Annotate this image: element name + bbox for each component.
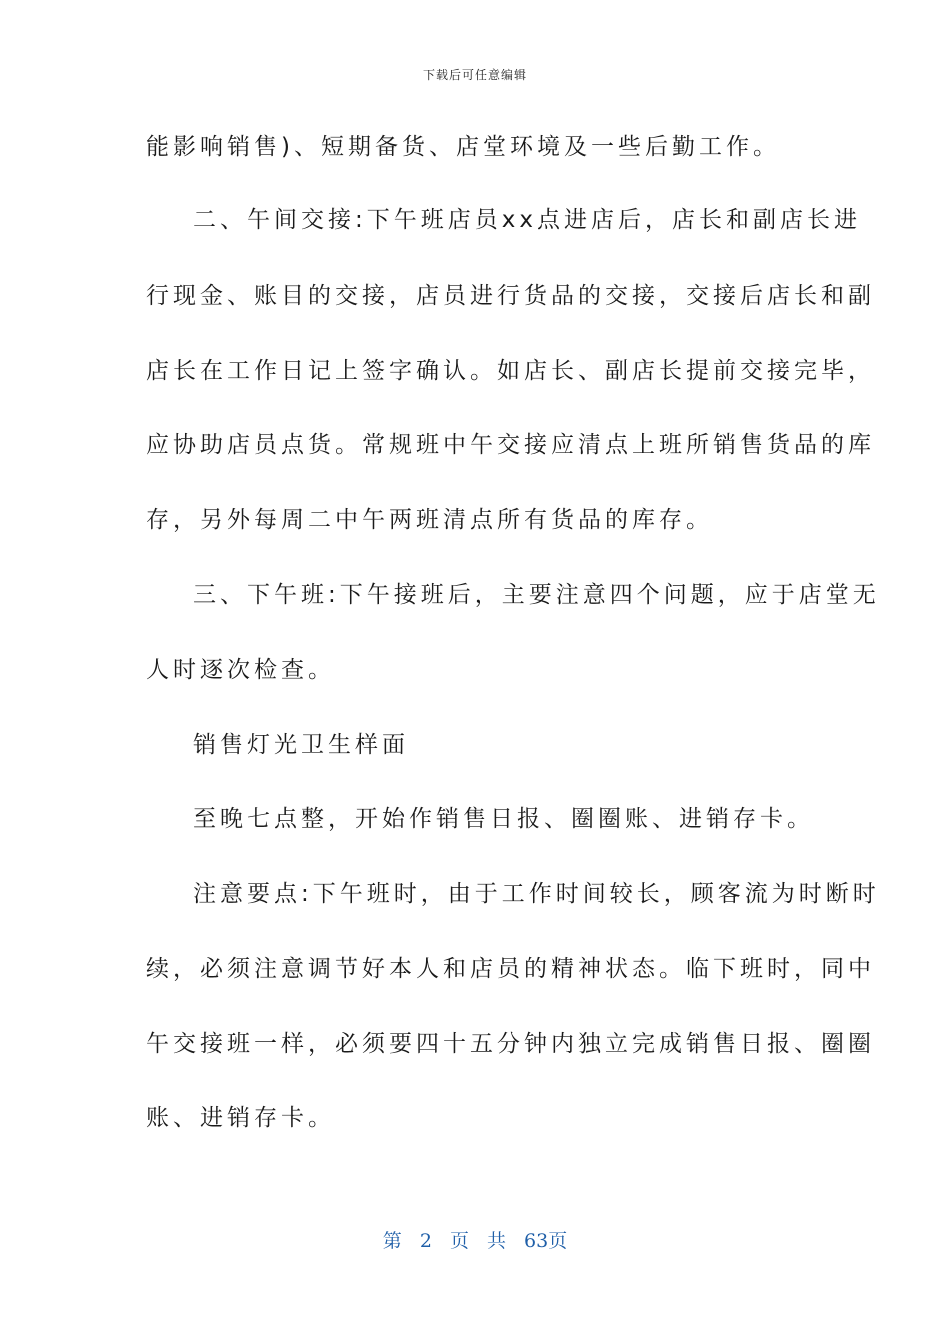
text-line-9: 销售灯光卫生样面	[193, 732, 409, 758]
text-line-5: 应协助店员点货。常规班中午交接应清点上班所销售货品的库	[146, 432, 875, 458]
text-line-14: 账、进销存卡。	[146, 1105, 335, 1131]
text-line-3: 行现金、账目的交接，店员进行货品的交接，交接后店长和副	[146, 283, 875, 309]
text-line-8: 人时逐次检查。	[146, 657, 335, 683]
text-line-10: 至晚七点整，开始作销售日报、圈圈账、进销存卡。	[193, 806, 814, 832]
page-header: 下载后可任意编辑	[422, 68, 527, 82]
text-line-7: 三、下午班:下午接班后，主要注意四个问题，应于店堂无	[193, 582, 880, 608]
page-footer: 第 2 页 共 63页	[382, 1230, 568, 1252]
text-line-6: 存，另外每周二中午两班清点所有货品的库存。	[146, 507, 713, 533]
text-line-4: 店长在工作日记上签字确认。如店长、副店长提前交接完毕，	[146, 358, 875, 384]
text-line-13: 午交接班一样，必须要四十五分钟内独立完成销售日报、圈圈	[146, 1031, 875, 1057]
text-line-2: 二、午间交接:下午班店员xx点进店后，店长和副店长进	[193, 207, 861, 233]
text-line-12: 续，必须注意调节好本人和店员的精神状态。临下班时，同中	[146, 956, 875, 982]
text-line-11: 注意要点:下午班时，由于工作时间较长，顾客流为时断时	[193, 881, 880, 907]
text-line-1: 能影响销售)、短期备货、店堂环境及一些后勤工作。	[146, 134, 780, 160]
